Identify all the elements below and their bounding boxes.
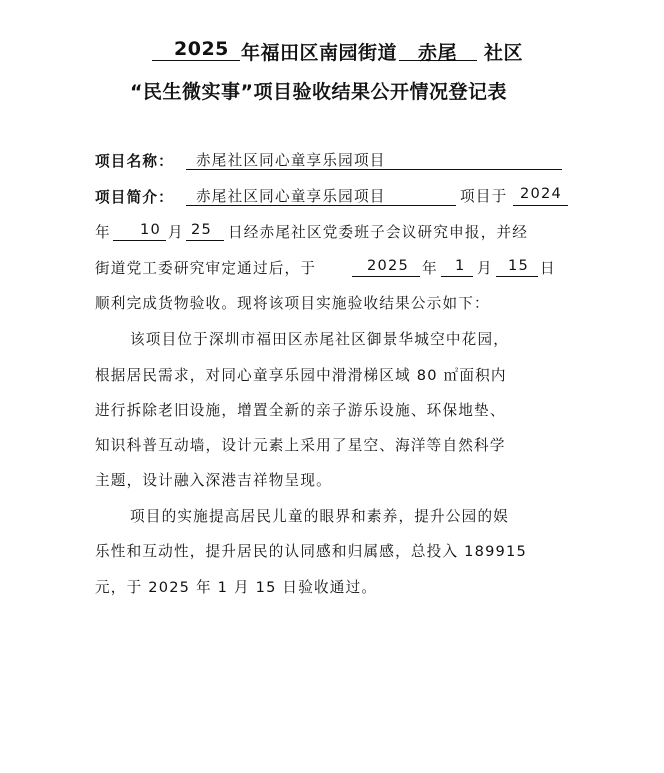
paragraph2-line: 项目的实施提高居民儿童的眼界和素养，提升公园的娱 — [130, 508, 510, 525]
report-day: 25 — [191, 221, 212, 238]
paragraph1-line: 进行拆除老旧设施，增置全新的亲子游乐设施、环保地垫、 — [95, 402, 506, 419]
project-name-label: 项目名称： — [95, 153, 174, 170]
intro-text-completion: 顺利完成货物验收。现将该项目实施验收结果公示如下： — [95, 295, 490, 312]
done-month: 1 — [455, 257, 466, 274]
title-community: 赤尾 — [418, 42, 458, 64]
paragraph1-line: 知识科普互动墙，设计元素上采用了星空、海洋等自然科学 — [95, 437, 506, 454]
title-year: 2025 — [174, 38, 229, 60]
report-year: 2024 — [520, 185, 562, 202]
done-day-underline — [496, 276, 538, 277]
year-underline — [152, 60, 240, 61]
report-month: 10 — [140, 221, 161, 238]
intro-text-year2: 年 — [422, 260, 438, 277]
intro-text-month: 月 — [168, 224, 184, 241]
intro-text-month2: 月 — [477, 260, 493, 277]
report-year-underline — [513, 205, 568, 206]
intro-text-year: 年 — [95, 224, 111, 241]
done-month-underline — [441, 276, 473, 277]
project-intro-name: 赤尾社区同心童享乐园项目 — [196, 188, 386, 205]
report-day-underline — [186, 240, 224, 241]
project-intro-label: 项目简介： — [95, 189, 174, 206]
done-year: 2025 — [367, 257, 409, 274]
intro-text-day2: 日 — [540, 260, 556, 277]
intro-text-project-at: 项目于 — [460, 188, 508, 205]
title-suffix: 社区 — [484, 42, 524, 64]
done-day: 15 — [508, 257, 529, 274]
project-name-value: 赤尾社区同心童享乐园项目 — [196, 152, 386, 169]
paragraph2-line: 乐性和互动性，提升居民的认同感和归属感，总投入 189915 — [95, 543, 528, 560]
intro-text-report: 日经赤尾社区党委班子会议研究申报，并经 — [228, 224, 529, 241]
title-district: 年福田区南园街道 — [241, 42, 398, 64]
paragraph1-line: 该项目位于深圳市福田区赤尾社区御景华城空中花园， — [130, 331, 510, 348]
paragraph1-line: 根据居民需求，对同心童享乐园中滑滑梯区域 80 ㎡面积内 — [95, 367, 507, 384]
paragraph1-line: 主题，设计融入深港吉祥物呈现。 — [95, 472, 332, 489]
page-subtitle: “民生微实事”项目验收结果公开情况登记表 — [130, 81, 507, 103]
done-year-underline — [352, 276, 420, 277]
intro-text-approve: 街道党工委研究审定通过后，于 — [95, 260, 317, 277]
paragraph2-line: 元，于 2025 年 1 月 15 日验收通过。 — [95, 579, 378, 596]
report-month-underline — [113, 240, 166, 241]
